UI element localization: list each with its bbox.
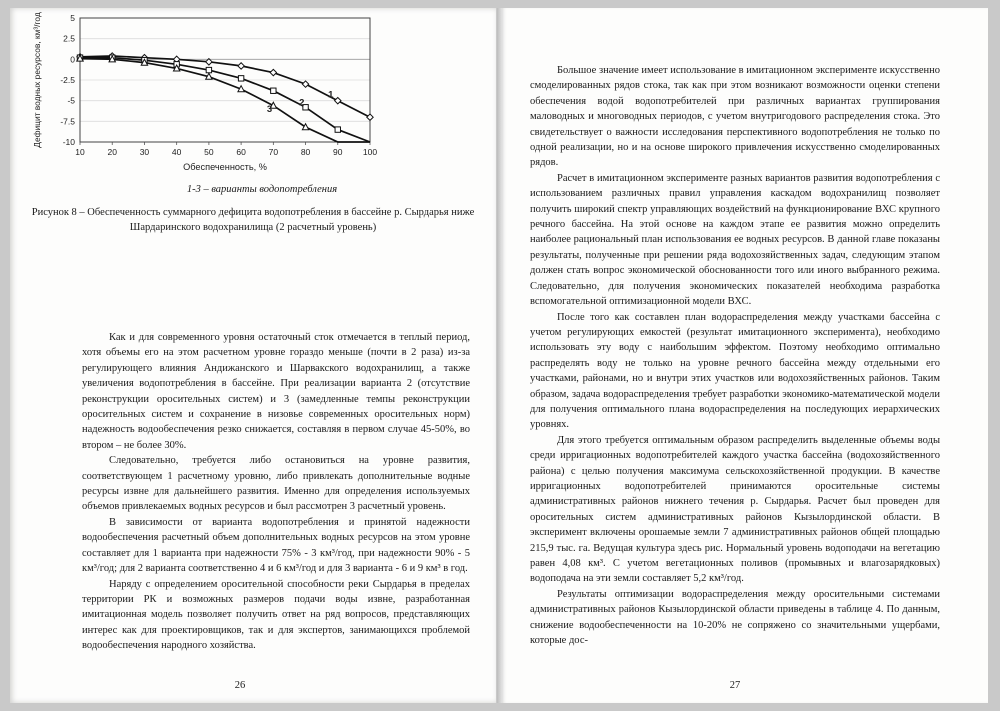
left-text-column — [82, 330, 470, 654]
svg-text:-5: -5 — [67, 95, 75, 106]
body-paragraph: Следовательно, требуется либо остановиться на уровне развития, соответствующем 1 расчетному уровню, либо привлекать дополнительные водные ресурсы извне для дальнейшего развития. Именно для определения используемых объемов привлекаемых водных ресурсов и был рассмотрен 3 расчетный уровень. — [82, 455, 470, 513]
figure-8-chart-block — [28, 10, 496, 195]
svg-text:10: 10 — [75, 147, 85, 157]
svg-text:40: 40 — [171, 147, 182, 157]
body-paragraph: Для этого требуется оптимальным образом распределить выделенные объемы воды среди ирригационных водопотребителей каждого участка бассейна (водохозяйственного района) с целью получения максимума сельскохозяйственной продукции. В качестве ирригационных водопотребителей принимаются оросительные системы административных районов нижнего течения р. Сырдарья. Расчет был проведен для оросительных систем административных районов Кызылординской области. В эксперимент включены орошаемые земли 7 административных районов общей площадью 215,9 тыс. га. Ведущая культура здесь рис. Нормальный уровень водоподачи на вегетацию равен 4,08 км³. С учетом вегетационных поливов (промывных и влагозарядковых) водоподача на эти земли составляет 5,2 км³/год. — [530, 434, 940, 585]
page-26 — [10, 8, 496, 703]
chart-grid-and-axes — [32, 12, 377, 172]
svg-text:100: 100 — [362, 147, 378, 157]
svg-text:-10: -10 — [62, 137, 75, 147]
page-number-left: 26 — [234, 680, 246, 691]
figure-8-chart — [28, 10, 388, 180]
figure-8-caption: Рисунок 8 – Обеспеченность суммарного дефицита водопотребления в бассейне р. Сырдарья ниже Шардаринского водохранилища (2 расчетный уровень) — [31, 207, 475, 233]
svg-text:-7.5: -7.5 — [60, 116, 75, 127]
chart-series — [77, 53, 373, 142]
right-text-column — [530, 63, 940, 648]
body-paragraph: Как и для современного уровня остаточный сток отмечается в теплый период, хотя объемы его на этом расчетном уровне гораздо меньше (почти в 2 раза) из-за регулирующего влияния Андижанского и Шарвакского водохранилищ, а также увеличения водопотребления в бассейне. При реализации варианта 2 (отсутствие реконструкции оросительных систем) и 3 (замедленные темпы реконструкции оросительных систем и сохранение в низовье современных оросительных норм) надежность водообеспечения резко снижается, составляя в первом случае 45-50%, во втором – не более 30%. — [82, 332, 470, 451]
body-paragraph: Расчет в имитационном эксперименте разных вариантов развития водопотребления с использованием различных правил управления каскадом водохранилищ позволяет получить широкий спектр управляющих воздействий на функционирование ВХС крупного речного бассейна. На этой основе на каждом этапе ее развития можно определить наиболее рациональный план использования ее водных ресурсов. В данной главе показаны результаты, полученные при решении ряда водохозяйственных задач, следующим этапом должен стать вопрос экономической обоснованности того или иного выбранного режима. Следовательно, для получения экономических показателей необходима разработка вспомогательной оптимизационной модели ВХС. — [530, 172, 940, 308]
body-paragraph: Большое значение имеет использование в имитационном эксперименте искусственно смоделированных рядов стока, так как при этом возникают возможности оценки степени обеспечения водой водопотребителей при различных вариантах группирования маловодных и многоводных периодов, с учетом внутригодового распределения стока. Это свидетельствует о важности исследования перспективного водопотребления не только по одной реализации, но и на основе широкого привлечения искусственно смоделированных рядов. — [530, 65, 940, 169]
page-27 — [502, 8, 988, 703]
svg-text:2.5: 2.5 — [63, 33, 75, 44]
svg-text:50: 50 — [204, 147, 214, 157]
svg-text:-2.5: -2.5 — [60, 75, 75, 85]
svg-text:30: 30 — [139, 147, 150, 157]
svg-text:3: 3 — [266, 104, 273, 116]
svg-text:0: 0 — [70, 54, 75, 65]
svg-text:80: 80 — [300, 147, 311, 157]
svg-text:70: 70 — [268, 147, 279, 157]
svg-text:2: 2 — [299, 97, 305, 109]
body-paragraph: После того как составлен план водораспределения между участками бассейна с учетом регулирующих емкостей (результат имитационного эксперимента), необходимо использовать эту воду с наибольшим эффектом. Поэтому необходимо оптимально распределять воду не только на уровне речного бассейна между отдельными его участками, районами, но и внутри этих участков или водохозяйственных районов. Таким образом, задача водораспределения требует разработки экономико-математической модели для получения оптимального плана водораспределения на последующих иерархических уровнях. — [530, 311, 940, 431]
page-number-right: 27 — [729, 680, 741, 691]
svg-text:20: 20 — [107, 147, 117, 157]
svg-text:60: 60 — [236, 147, 246, 157]
svg-text:1: 1 — [328, 89, 334, 101]
svg-text:Обеспеченность, %: Обеспеченность, % — [183, 162, 267, 172]
svg-text:90: 90 — [333, 147, 343, 157]
body-paragraph: Наряду с определением оросительной способности реки Сырдарья в пределах территории РК и возможных размеров подачи воды извне, разработанная имитационная модель позволяет получить ответ на ряд вопросов, представляющих интерес как для проектировщиков, так и для экспертов, занимающихся проблемой водообеспечения народного хозяйства. — [82, 578, 470, 652]
figure-variants-note: 1-3 – варианты водопотребления — [186, 184, 338, 195]
body-paragraph: Результаты оптимизации водораспределения между оросительными системами административных районов Кызылординской области приведены в таблице 4. По данным, снижение водообеспеченности на 10-20% не сопряжено со значительными ущербами, которые дос- — [530, 588, 940, 647]
body-paragraph: В зависимости от варианта водопотребления и принятой надежности водообеспечения расчетный объем дополнительных водных ресурсов на этом уровне составляет для 1 варианта при надежности 75% - 3 км³/год, при надежности 90% - 5 км³/год; для 2 варианта соответственно 4 и 6 км³/год и для 3 варианта - 6 и 9 км³ в год. — [82, 516, 470, 575]
svg-text:Дефицит водных ресурсов, км³/г: Дефицит водных ресурсов, км³/год — [32, 12, 42, 148]
svg-text:5: 5 — [70, 13, 75, 23]
